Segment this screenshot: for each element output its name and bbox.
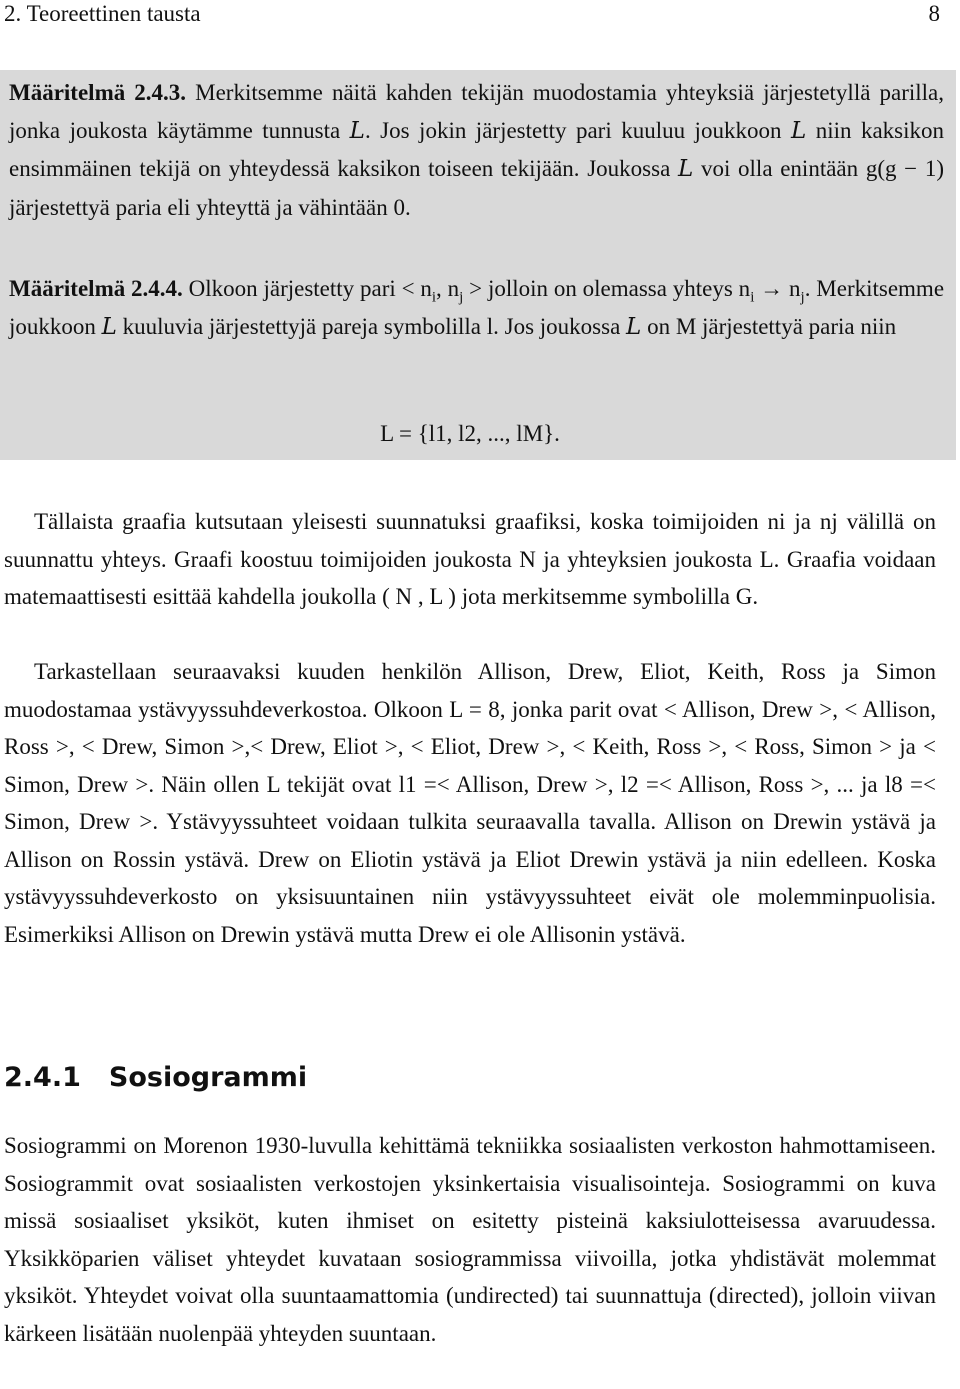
- definition-label: Määritelmä 2.4.4.: [9, 276, 183, 301]
- set-formula: L = {l1, l2, ..., lM}.: [380, 421, 560, 446]
- section-number: 2.4.1: [4, 1062, 81, 1093]
- paragraph-friendship-network: Tarkastellaan seuraavaksi kuuden henkilön Allison, Drew, Eliot, Keith, Ross ja Simon muodostamaa ystävyyssuhdeverkostoa. Olkoon L = 8, jonka parit ovat < Allison, Drew >, < Allison, Ross >, < Drew, Simon >,< Drew, Eliot >, < Eliot, Drew >, < Keith, Ross >, < Ross, Simon > ja < Simon, Drew >. Näin ollen L tekijät ovat l1 =< Allison, Drew >, l2 =< Allison, Ross >, ... ja l8 =< Simon, Drew >. Ystävyyssuhteet voidaan tulkita seuraavalla tavalla. Allison on Drewin ystävä ja Allison on Rossin ystävä. Drew on Eliotin ystävä ja Eliot Drewin ystävä ja niin edelleen. Koska ystävyyssuhdeverkosto on yksisuuntainen niin ystävyyssuhteet eivät ole molemminpuolisia. Esimerkiksi Allison on Drewin ystävä mutta Drew ei ole Allisonin ystävä.: [4, 659, 936, 947]
- running-header: [4, 0, 940, 28]
- chapter-title: 2. Teoreettinen tausta: [4, 1, 201, 26]
- paragraph-directed-graph: Tällaista graafia kutsutaan yleisesti suunnatuksi graafiksi, koska toimijoiden ni ja nj välillä on suunnattu yhteys. Graafi koostuu toimijoiden joukosta N ja yhteyksien joukosta L. Graafia voidaan matemaattisesti esittää kahdella joukolla ( N , L ) jota merkitsemme symbolilla G.: [4, 509, 936, 609]
- section-heading: [4, 1058, 307, 1098]
- definition-2-4-4: Määritelmä 2.4.4. Olkoon järjestetty pari < $n_i$, $n_j$ > jolloin on olemassa yhteys $n_i \to n_j$. Merkitsemme joukkoon L kuuluvia järjestettyjä pareja symbolilla l. Jos joukossa L on M järjestettyä paria niin: [9, 276, 945, 340]
- paragraph-sosiogrammi: Sosiogrammi on Morenon 1930-luvulla kehittämä tekniikka sosiaalisten verkoston hahmottamiseen. Sosiogrammit ovat sosiaalisten verkostojen yksinkertaisia visualisointeja. Sosiogrammi on kuva missä sosiaaliset yksiköt, kuten ihmiset on esitetty pisteinä kaksiulotteisessa avaruudessa. Yksikköparien väliset yhteydet kuvataan sosiogrammissa viivoilla, jotka yhdistävät molemmat yksiköt. Yhteydet voivat olla suuntaamattomia (undirected) tai suunnattuja (directed), jolloin viivan kärkeen lisätään nuolenpää yhteyden suuntaan.: [4, 1133, 936, 1346]
- section-title: Sosiogrammi: [108, 1062, 308, 1093]
- definition-2-4-3: Määritelmä 2.4.3. Merkitsemme näitä kahden tekijän muodostamia yhteyksiä järjestetyllä parilla, jonka joukosta käytämme tunnusta L. Jos jokin järjestetty pari kuuluu joukkoon L niin kaksikon ensimmäinen tekijä on yhteydessä kaksikon toiseen tekijään. Joukossa L voi olla enintään g(g − 1) järjestettyä paria eli yhteyttä ja vähintään 0.: [9, 80, 944, 220]
- definition-label: Määritelmä 2.4.3.: [9, 80, 187, 105]
- page-number: 8: [928, 1, 940, 26]
